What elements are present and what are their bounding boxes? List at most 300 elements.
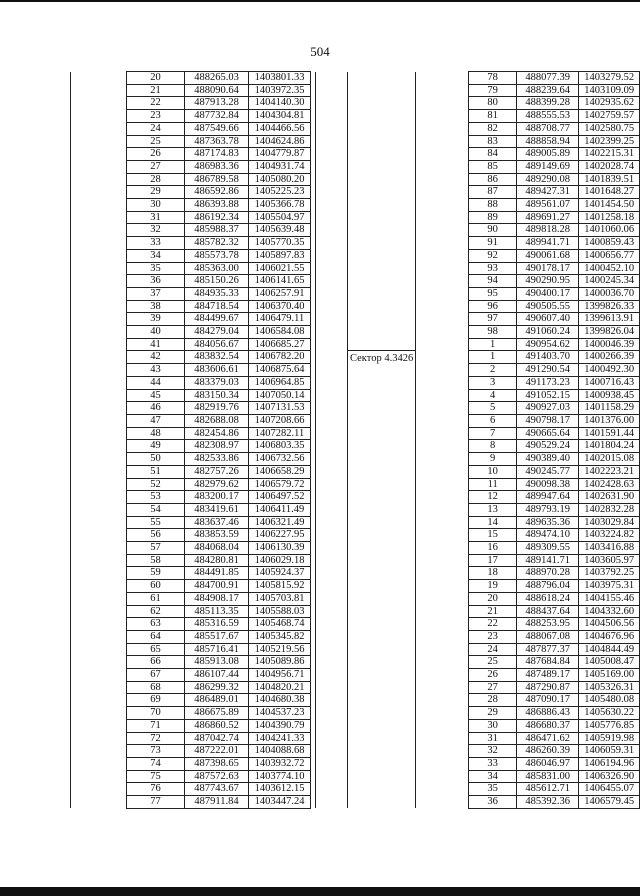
point-number: 84: [469, 148, 517, 161]
y-coordinate: 1401454.50: [579, 199, 640, 212]
x-coordinate: 490290.95: [516, 275, 579, 288]
spacer-cell: [311, 491, 316, 504]
y-coordinate: 1401648.27: [579, 186, 640, 199]
point-number: 61: [127, 592, 185, 605]
table-row: [348, 300, 640, 313]
spacer-cell: [416, 491, 469, 504]
table-row: [71, 605, 316, 618]
sector-cell: [71, 199, 127, 212]
spacer-cell: [311, 122, 316, 135]
y-coordinate: 1406579.72: [249, 478, 311, 491]
spacer-cell: [311, 72, 316, 85]
point-number: 22: [127, 97, 185, 110]
sector-cell: [71, 72, 127, 85]
table-row: [348, 224, 640, 237]
y-coordinate: 1403029.84: [579, 516, 640, 529]
point-number: 5: [469, 402, 517, 415]
point-number: 93: [469, 262, 517, 275]
sector-cell: [71, 580, 127, 593]
spacer-cell: [416, 427, 469, 440]
table-row: [71, 84, 316, 97]
point-number: 67: [127, 669, 185, 682]
point-number: 24: [469, 643, 517, 656]
spacer-cell: [416, 237, 469, 250]
spacer-cell: [311, 173, 316, 186]
y-coordinate: 1405919.98: [579, 732, 640, 745]
sector-cell: [71, 186, 127, 199]
y-coordinate: 1402223.21: [579, 465, 640, 478]
y-coordinate: 1404676.96: [579, 630, 640, 643]
sector-cell: [348, 97, 416, 110]
y-coordinate: 1405345.82: [249, 630, 311, 643]
table-row: [71, 199, 316, 212]
spacer-cell: [311, 427, 316, 440]
x-coordinate: 483853.59: [185, 529, 249, 542]
spacer-cell: [311, 529, 316, 542]
point-number: 72: [127, 732, 185, 745]
x-coordinate: 486680.37: [516, 719, 579, 732]
y-coordinate: 1405770.35: [249, 237, 311, 250]
point-number: 25: [127, 135, 185, 148]
table-row: [348, 351, 640, 364]
point-number: 55: [127, 516, 185, 529]
y-coordinate: 1406782.20: [249, 351, 311, 364]
sector-cell: [348, 160, 416, 173]
y-coordinate: 1404506.56: [579, 618, 640, 631]
x-coordinate: 490178.17: [516, 262, 579, 275]
y-coordinate: 1400716.43: [579, 376, 640, 389]
table-row: [348, 326, 640, 339]
spacer-cell: [311, 719, 316, 732]
sector-cell: [348, 186, 416, 199]
point-number: 65: [127, 643, 185, 656]
y-coordinate: 1404140.30: [249, 97, 311, 110]
x-coordinate: 487549.66: [185, 122, 249, 135]
x-coordinate: 485573.78: [185, 249, 249, 262]
table-row: [71, 580, 316, 593]
spacer-cell: [416, 84, 469, 97]
y-coordinate: 1405089.86: [249, 656, 311, 669]
table-row: [71, 160, 316, 173]
y-coordinate: 1399826.33: [579, 300, 640, 313]
x-coordinate: 486489.01: [185, 694, 249, 707]
y-coordinate: 1405468.74: [249, 618, 311, 631]
point-number: 43: [127, 364, 185, 377]
y-coordinate: 1404820.21: [249, 681, 311, 694]
point-number: 82: [469, 122, 517, 135]
spacer-cell: [416, 516, 469, 529]
sector-cell: [71, 757, 127, 770]
table-row: [71, 326, 316, 339]
y-coordinate: 1402428.63: [579, 478, 640, 491]
x-coordinate: 488796.04: [516, 580, 579, 593]
table-row: [71, 300, 316, 313]
spacer-cell: [311, 249, 316, 262]
table-row: [71, 389, 316, 402]
x-coordinate: 487684.84: [516, 656, 579, 669]
x-coordinate: 487363.78: [185, 135, 249, 148]
sector-cell: [71, 745, 127, 758]
y-coordinate: 1404155.46: [579, 592, 640, 605]
x-coordinate: 489635.36: [516, 516, 579, 529]
point-number: 54: [127, 503, 185, 516]
x-coordinate: 483379.03: [185, 376, 249, 389]
x-coordinate: 483150.34: [185, 389, 249, 402]
x-coordinate: 488858.94: [516, 135, 579, 148]
point-number: 64: [127, 630, 185, 643]
point-number: 47: [127, 414, 185, 427]
sector-cell: [348, 338, 416, 351]
y-coordinate: 1403975.31: [579, 580, 640, 593]
spacer-cell: [311, 796, 316, 809]
point-number: 23: [127, 110, 185, 123]
point-number: 50: [127, 453, 185, 466]
sector-cell: [71, 643, 127, 656]
x-coordinate: 484718.54: [185, 300, 249, 313]
spacer-cell: [311, 402, 316, 415]
y-coordinate: 1404779.87: [249, 148, 311, 161]
scan-top-edge: [0, 0, 640, 2]
table-row: [71, 592, 316, 605]
x-coordinate: 488437.64: [516, 605, 579, 618]
y-coordinate: 1405897.83: [249, 249, 311, 262]
table-row: [348, 287, 640, 300]
spacer-cell: [416, 173, 469, 186]
spacer-cell: [311, 770, 316, 783]
x-coordinate: 489427.31: [516, 186, 579, 199]
x-coordinate: 485392.36: [516, 796, 579, 809]
point-number: 56: [127, 529, 185, 542]
y-coordinate: 1403109.09: [579, 84, 640, 97]
y-coordinate: 1406803.35: [249, 440, 311, 453]
x-coordinate: 490665.64: [516, 427, 579, 440]
spacer-cell: [311, 681, 316, 694]
sector-cell: [71, 605, 127, 618]
point-number: 42: [127, 351, 185, 364]
sector-cell: [348, 287, 416, 300]
x-coordinate: 486260.39: [516, 745, 579, 758]
y-coordinate: 1404956.71: [249, 669, 311, 682]
table-row: [71, 567, 316, 580]
spacer-cell: [311, 605, 316, 618]
point-number: 36: [469, 796, 517, 809]
point-number: 7: [469, 427, 517, 440]
spacer-cell: [416, 796, 469, 809]
point-number: 83: [469, 135, 517, 148]
x-coordinate: 489474.10: [516, 529, 579, 542]
y-coordinate: 1405504.97: [249, 211, 311, 224]
table-row: [71, 122, 316, 135]
x-coordinate: 486592.86: [185, 186, 249, 199]
y-coordinate: 1401258.18: [579, 211, 640, 224]
x-coordinate: 487042.74: [185, 732, 249, 745]
point-number: 85: [469, 160, 517, 173]
table-row: [71, 478, 316, 491]
y-coordinate: 1403801.33: [249, 72, 311, 85]
y-coordinate: 1401376.00: [579, 414, 640, 427]
y-coordinate: 1406141.65: [249, 275, 311, 288]
x-coordinate: 487877.37: [516, 643, 579, 656]
sector-cell: [71, 796, 127, 809]
y-coordinate: 1406326.90: [579, 770, 640, 783]
sector-cell: [348, 148, 416, 161]
sector-cell: [71, 630, 127, 643]
spacer-cell: [416, 592, 469, 605]
point-number: 89: [469, 211, 517, 224]
sector-cell: [71, 84, 127, 97]
table-row: [71, 249, 316, 262]
spacer-cell: [311, 580, 316, 593]
x-coordinate: 486789.58: [185, 173, 249, 186]
y-coordinate: 1402028.74: [579, 160, 640, 173]
x-coordinate: 488265.03: [185, 72, 249, 85]
sector-cell: [71, 148, 127, 161]
point-number: 36: [127, 275, 185, 288]
sector-cell: [71, 326, 127, 339]
spacer-cell: [416, 300, 469, 313]
y-coordinate: 1404844.49: [579, 643, 640, 656]
table-row: [71, 719, 316, 732]
spacer-cell: [311, 389, 316, 402]
point-number: 26: [127, 148, 185, 161]
x-coordinate: 484499.67: [185, 313, 249, 326]
y-coordinate: 1404241.33: [249, 732, 311, 745]
spacer-cell: [416, 148, 469, 161]
point-number: 31: [469, 732, 517, 745]
spacer-cell: [416, 503, 469, 516]
y-coordinate: 1406875.64: [249, 364, 311, 377]
y-coordinate: 1406021.55: [249, 262, 311, 275]
sector-cell: [71, 554, 127, 567]
point-number: 79: [469, 84, 517, 97]
table-row: [71, 503, 316, 516]
point-number: 32: [469, 745, 517, 758]
sector-cell: [71, 681, 127, 694]
y-coordinate: 1401804.24: [579, 440, 640, 453]
x-coordinate: 485716.41: [185, 643, 249, 656]
table-row: [348, 84, 640, 97]
x-coordinate: 488555.53: [516, 110, 579, 123]
x-coordinate: 487732.84: [185, 110, 249, 123]
spacer-cell: [311, 376, 316, 389]
sector-cell: [71, 364, 127, 377]
y-coordinate: 1403932.72: [249, 757, 311, 770]
scan-bottom-edge: [0, 887, 640, 896]
y-coordinate: 1405008.47: [579, 656, 640, 669]
point-number: 90: [469, 224, 517, 237]
table-row: [71, 211, 316, 224]
spacer-cell: [311, 465, 316, 478]
x-coordinate: 488970.28: [516, 567, 579, 580]
x-coordinate: 482308.97: [185, 440, 249, 453]
y-coordinate: 1403279.52: [579, 72, 640, 85]
table-row: [348, 160, 640, 173]
x-coordinate: 488067.08: [516, 630, 579, 643]
spacer-cell: [416, 199, 469, 212]
y-coordinate: 1402631.90: [579, 491, 640, 504]
point-number: 11: [469, 478, 517, 491]
x-coordinate: 491290.54: [516, 364, 579, 377]
x-coordinate: 489941.71: [516, 237, 579, 250]
spacer-cell: [416, 122, 469, 135]
sector-cell: [71, 440, 127, 453]
x-coordinate: 484056.67: [185, 338, 249, 351]
point-number: 80: [469, 97, 517, 110]
table-row: [348, 110, 640, 123]
x-coordinate: 491403.70: [516, 351, 579, 364]
y-coordinate: 1402015.08: [579, 453, 640, 466]
point-number: 74: [127, 757, 185, 770]
spacer-cell: [416, 554, 469, 567]
y-coordinate: 1406964.85: [249, 376, 311, 389]
spacer-cell: [311, 592, 316, 605]
y-coordinate: 1406411.49: [249, 503, 311, 516]
y-coordinate: 1406497.52: [249, 491, 311, 504]
sector-cell: [71, 122, 127, 135]
point-number: 51: [127, 465, 185, 478]
sector-cell: [348, 211, 416, 224]
spacer-cell: [416, 402, 469, 415]
x-coordinate: 482688.08: [185, 414, 249, 427]
spacer-cell: [311, 110, 316, 123]
sector-cell: [71, 389, 127, 402]
point-number: 68: [127, 681, 185, 694]
point-number: 4: [469, 389, 517, 402]
y-coordinate: 1402215.31: [579, 148, 640, 161]
spacer-cell: [416, 97, 469, 110]
x-coordinate: 490505.55: [516, 300, 579, 313]
sector-cell: [348, 313, 416, 326]
table-row: [71, 554, 316, 567]
table-row: [348, 338, 640, 351]
spacer-cell: [416, 338, 469, 351]
y-coordinate: 1401591.44: [579, 427, 640, 440]
x-coordinate: 486192.34: [185, 211, 249, 224]
y-coordinate: 1402832.28: [579, 503, 640, 516]
spacer-cell: [311, 694, 316, 707]
point-number: 35: [127, 262, 185, 275]
spacer-cell: [311, 618, 316, 631]
sector-cell: [348, 275, 416, 288]
table-row: [71, 275, 316, 288]
point-number: 81: [469, 110, 517, 123]
point-number: 46: [127, 402, 185, 415]
spacer-cell: [311, 199, 316, 212]
spacer-cell: [416, 770, 469, 783]
x-coordinate: 485316.59: [185, 618, 249, 631]
coordinates-table-left: [70, 71, 316, 809]
y-coordinate: 1403792.25: [579, 567, 640, 580]
y-coordinate: 1401060.06: [579, 224, 640, 237]
point-number: 40: [127, 326, 185, 339]
point-number: 49: [127, 440, 185, 453]
x-coordinate: 485913.08: [185, 656, 249, 669]
x-coordinate: 489947.64: [516, 491, 579, 504]
y-coordinate: 1406579.45: [579, 796, 640, 809]
point-number: 48: [127, 427, 185, 440]
table-row: [348, 262, 640, 275]
sector-cell: [71, 567, 127, 580]
point-number: 76: [127, 783, 185, 796]
point-number: 57: [127, 542, 185, 555]
point-number: 29: [127, 186, 185, 199]
y-coordinate: 1403447.24: [249, 796, 311, 809]
point-number: 86: [469, 173, 517, 186]
point-number: 10: [469, 465, 517, 478]
point-number: 39: [127, 313, 185, 326]
point-number: 62: [127, 605, 185, 618]
table-row: [348, 135, 640, 148]
spacer-cell: [416, 618, 469, 631]
x-coordinate: 488239.64: [516, 84, 579, 97]
table-row: [71, 669, 316, 682]
spacer-cell: [311, 84, 316, 97]
x-coordinate: 490529.24: [516, 440, 579, 453]
point-number: 96: [469, 300, 517, 313]
table-row: [71, 72, 316, 85]
y-coordinate: 1404680.38: [249, 694, 311, 707]
y-coordinate: 1400046.39: [579, 338, 640, 351]
sector-cell: [348, 249, 416, 262]
table-row: [348, 148, 640, 161]
x-coordinate: 487489.17: [516, 669, 579, 682]
spacer-cell: [416, 681, 469, 694]
x-coordinate: 491060.24: [516, 326, 579, 339]
spacer-cell: [311, 338, 316, 351]
y-coordinate: 1403972.35: [249, 84, 311, 97]
spacer-cell: [416, 262, 469, 275]
x-coordinate: 485113.35: [185, 605, 249, 618]
y-coordinate: 1406479.11: [249, 313, 311, 326]
x-coordinate: 482979.62: [185, 478, 249, 491]
y-coordinate: 1403774.10: [249, 770, 311, 783]
x-coordinate: 489818.28: [516, 224, 579, 237]
point-number: 29: [469, 707, 517, 720]
x-coordinate: 486107.44: [185, 669, 249, 682]
y-coordinate: 1400938.45: [579, 389, 640, 402]
spacer-cell: [311, 211, 316, 224]
point-number: 9: [469, 453, 517, 466]
sector-cell: [71, 427, 127, 440]
x-coordinate: 490927.03: [516, 402, 579, 415]
table-row: [71, 364, 316, 377]
sector-cell: [348, 262, 416, 275]
y-coordinate: 1400266.39: [579, 351, 640, 364]
y-coordinate: 1399826.04: [579, 326, 640, 339]
y-coordinate: 1400492.30: [579, 364, 640, 377]
y-coordinate: 1405219.56: [249, 643, 311, 656]
point-number: 31: [127, 211, 185, 224]
y-coordinate: 1400859.43: [579, 237, 640, 250]
sector-cell: [71, 656, 127, 669]
table-row: [71, 338, 316, 351]
spacer-cell: [311, 224, 316, 237]
x-coordinate: 486299.32: [185, 681, 249, 694]
sector-cell: [71, 719, 127, 732]
sector-cell: [348, 351, 416, 808]
x-coordinate: 489005.89: [516, 148, 579, 161]
y-coordinate: 1401839.51: [579, 173, 640, 186]
point-number: 60: [127, 580, 185, 593]
y-coordinate: 1406130.39: [249, 542, 311, 555]
point-number: 41: [127, 338, 185, 351]
point-number: 1: [469, 351, 517, 364]
sector-cell: [71, 160, 127, 173]
point-number: 32: [127, 224, 185, 237]
sector-cell: [71, 275, 127, 288]
spacer-cell: [311, 516, 316, 529]
y-coordinate: 1403612.15: [249, 783, 311, 796]
